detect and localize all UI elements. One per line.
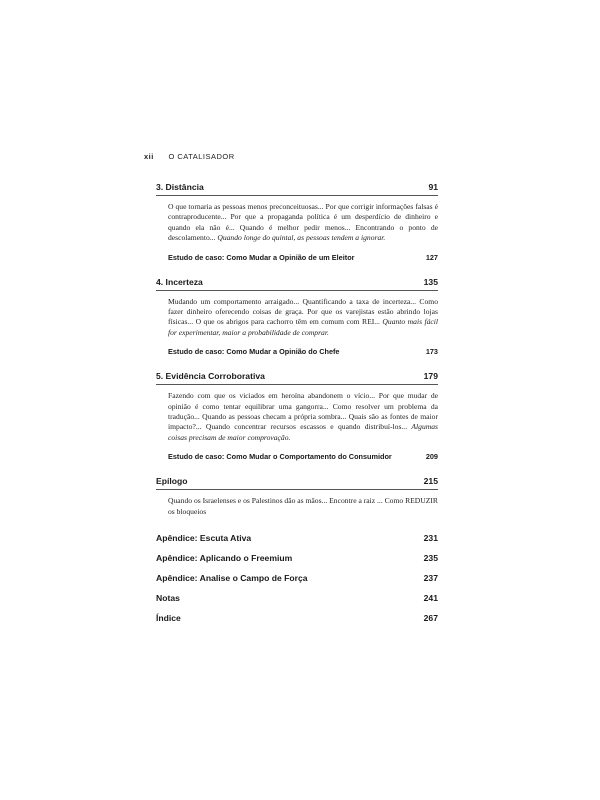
toc-entry-page: 179	[423, 371, 438, 382]
toc-case-study	[168, 452, 438, 461]
toc-entry	[156, 371, 438, 385]
toc-entry-page: 235	[423, 553, 438, 564]
page-folio: xii	[144, 152, 154, 161]
toc-entry-page: 135	[423, 276, 438, 287]
toc-entry-title: Apêndice: Analise o Campo de Força	[156, 573, 308, 584]
toc-appendix-entry	[156, 533, 438, 543]
toc-entry-page: 215	[423, 476, 438, 487]
toc-section-incerteza	[156, 277, 438, 357]
case-study-page: 127	[425, 252, 438, 262]
case-study-title: Estudo de caso: Como Mudar o Comportamento do Consumidor	[168, 452, 392, 462]
toc-appendix-entry	[156, 573, 438, 583]
toc-entry	[156, 277, 438, 291]
toc-section-epilogo	[156, 476, 438, 517]
case-study-title: Estudo de caso: Como Mudar a Opinião do Chefe	[168, 347, 340, 357]
description-text: Fazendo com que os viciados em heroína abandonem o vício... Por que mudar de opinião é como tentar equilibrar uma gangorra... Como resolver um problema da tradução... Quando as pessoas checam a própria sombra... Quais são as fontes de maior impacto?... Quando concentrar recursos escassos e quando distribuí-los...	[168, 391, 438, 432]
toc-appendix-entry	[156, 593, 438, 603]
case-study-page: 173	[425, 347, 438, 357]
description-italic: Quando longe do quintal, as pessoas tendem a ignorar.	[217, 233, 386, 243]
toc-entry-title: Apêndice: Aplicando o Freemium	[156, 553, 293, 564]
toc-entry-page: 237	[423, 573, 438, 584]
toc-entry-title: 5. Evidência Corroborativa	[156, 371, 265, 382]
toc-case-study	[168, 253, 438, 262]
toc-appendix-entry	[156, 553, 438, 563]
table-of-contents	[156, 182, 438, 633]
toc-appendix-entry	[156, 613, 438, 623]
toc-entry-description	[168, 391, 438, 443]
toc-entry-description	[168, 297, 438, 339]
description-italic: Algumas coisas precisam de maior comprovação.	[168, 422, 438, 442]
case-study-title: Estudo de caso: Como Mudar a Opinião de um Eleitor	[168, 252, 355, 262]
toc-entry-page: 231	[423, 533, 438, 544]
toc-entry-page: 241	[423, 593, 438, 604]
description-text: Mudando um comportamento arraigado... Quantificando a taxa de incerteza... Como fazer dinheiro oferecendo coisas de graça. Por que os varejistas estão abrindo lojas físicas... O que os abrigos para cachorro têm em comum com REI...	[168, 296, 438, 327]
toc-entry-description: Quando os Israelenses e os Palestinos dão as mãos... Encontre a raiz ... Como REDUZIR os bloqueios	[168, 496, 438, 516]
toc-entry	[156, 476, 438, 490]
toc-entry-title: Notas	[156, 593, 180, 604]
toc-entry-title: Apêndice: Escuta Ativa	[156, 533, 252, 544]
toc-section-evidencia	[156, 371, 438, 461]
toc-entry-page: 91	[428, 182, 438, 192]
case-study-page: 209	[425, 452, 438, 462]
toc-entry-title: 4. Incerteza	[156, 276, 203, 287]
toc-entry-title: 3. Distância	[156, 182, 204, 192]
toc-entry-title: Índice	[156, 613, 181, 624]
description-text: O que tornaria as pessoas menos preconceituosas... Por que corrigir informações falsas é contraproducente... Por que a propaganda política é um desperdício de dinheiro e quando ela não é... Quando é melhor pedir menos... Encontrando o ponto de descolamento...	[168, 202, 438, 243]
toc-section-distancia	[156, 182, 438, 262]
toc-entry-page: 267	[423, 613, 438, 624]
toc-entry	[156, 182, 438, 196]
toc-entry-title: Epílogo	[156, 476, 188, 487]
toc-entry-description	[168, 202, 438, 244]
running-head	[144, 152, 235, 161]
running-head-title: O CATALISADOR	[168, 152, 235, 161]
toc-case-study	[168, 347, 438, 356]
description-italic: Quanto mais fácil for experimentar, maior a probabilidade de comprar.	[168, 317, 438, 337]
